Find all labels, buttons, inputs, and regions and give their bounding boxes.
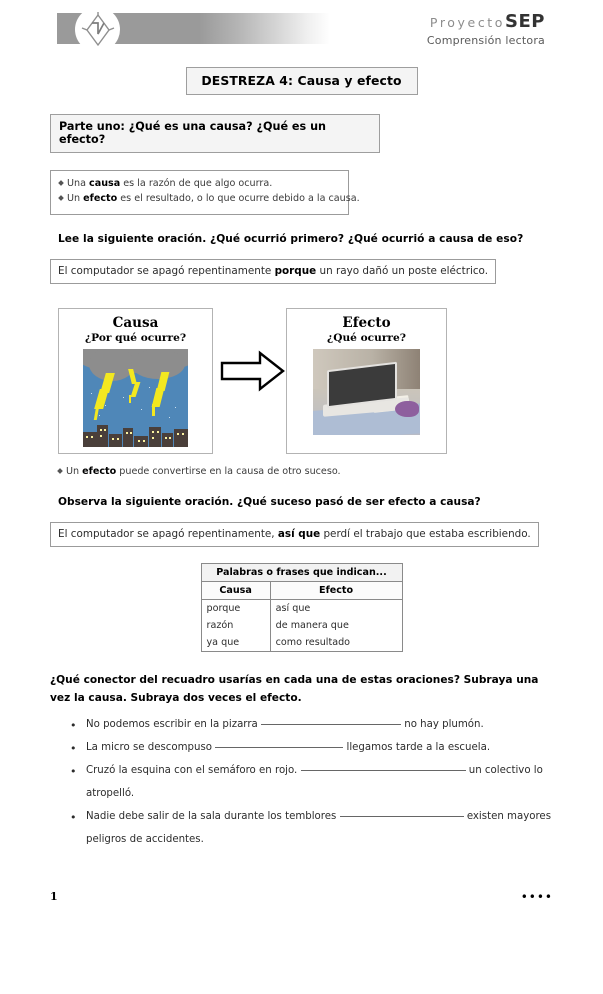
table-row [201, 634, 402, 652]
sentence-1-connector: porque [274, 264, 317, 277]
exercise-1-before: No podemos escribir en la pizarra [86, 718, 261, 730]
definition-efecto-prefix: Un [67, 192, 84, 204]
definition-causa [59, 177, 340, 192]
exercise-2-before: La micro se descompuso [86, 741, 216, 753]
sep-diamond-logo-icon [75, 7, 120, 52]
cause-effect-diagram [50, 308, 553, 454]
exercise-list [50, 714, 553, 852]
section-heading-parte-uno: Parte uno: ¿Qué es una causa? ¿Qué es un efecto? [50, 114, 380, 153]
list-item [84, 714, 553, 737]
brand-proyecto-text: Proyecto [429, 15, 506, 30]
list-item [84, 737, 553, 760]
list-item [84, 806, 553, 852]
effect-panel [286, 308, 447, 454]
sentence-2-after: perdí el trabajo que estaba escribiendo. [320, 527, 531, 540]
page-title: DESTREZA 4: Causa y efecto [186, 67, 418, 95]
sentence-1-before: El computador se apagó repentinamente [58, 264, 275, 277]
lozenge-bullet-icon [57, 468, 63, 474]
definition-efecto [59, 192, 360, 207]
cause-title: Causa [112, 314, 159, 331]
cell-efecto-1: así que [270, 599, 402, 617]
column-header-efecto: Efecto [270, 581, 402, 599]
exercise-4-after: existen mayores peligros de accidentes. [86, 810, 551, 845]
connector-words-table [201, 563, 403, 652]
right-block-arrow-icon [220, 350, 286, 392]
cell-causa-1: porque [201, 599, 270, 617]
answer-blank[interactable] [340, 816, 464, 817]
brand-block [427, 12, 545, 47]
definitions-box [50, 170, 360, 215]
cell-efecto-3: como resultado [270, 634, 402, 652]
sentence-2-before: El computador se apagó repentinamente, [58, 527, 278, 540]
sentence-1-after: un rayo dañó un poste eléctrico. [316, 264, 489, 277]
exercise-4-before: Nadie debe salir de la sala durante los temblores [86, 810, 340, 822]
page-number: 1 [50, 890, 58, 903]
table-row [201, 599, 402, 617]
definition-efecto-rest: es el resultado, o lo que ocurre debido a la causa. [117, 192, 360, 204]
cell-efecto-2: de manera que [270, 617, 402, 634]
effect-title: Efecto [342, 314, 391, 331]
effect-subtitle: ¿Qué ocurre? [327, 331, 406, 344]
note-efecto-causa [50, 466, 553, 477]
table-column-header-row [201, 581, 402, 599]
page-header [0, 0, 603, 58]
exercise-2-after: llegamos tarde a la escuela. [343, 741, 491, 753]
laptop-with-dark-screen-image [313, 349, 420, 435]
column-header-causa: Causa [201, 581, 270, 599]
cell-causa-2: razón [201, 617, 270, 634]
lozenge-bullet-icon [58, 180, 64, 186]
instruction-observe-sentence: Observa la siguiente oración. ¿Qué suceso pasó de ser efecto a causa? [58, 495, 481, 508]
lozenge-bullet-icon [58, 195, 64, 201]
list-item [84, 760, 553, 806]
example-sentence-asique [50, 522, 539, 547]
definition-causa-prefix: Una [67, 178, 90, 189]
exercise-3-after: un colectivo lo atropelló. [86, 764, 543, 799]
table-row [201, 617, 402, 634]
cell-causa-3: ya que [201, 634, 270, 652]
example-sentence-porque [50, 259, 496, 284]
answer-blank[interactable] [261, 724, 401, 725]
answer-blank[interactable] [215, 747, 343, 748]
lightning-storm-over-city-image [83, 349, 188, 447]
page-footer [0, 890, 603, 903]
document-body [0, 67, 603, 852]
brand-subtitle: Comprensión lectora [426, 33, 545, 47]
definition-causa-rest: es la razón de que algo ocurra. [120, 178, 273, 189]
exercise-instruction: ¿Qué conector del recuadro usarías en cada una de estas oraciones? Subraya una vez la causa. Subraya dos veces el efecto. [50, 673, 539, 705]
note-rest: puede convertirse en la causa de otro suceso. [116, 465, 341, 477]
footer-dots-icon: •••• [520, 889, 553, 904]
note-prefix: Un [66, 465, 83, 477]
exercise-3-before: Cruzó la esquina con el semáforo en rojo. [86, 764, 301, 776]
brand-sep-text: SEP [505, 11, 545, 32]
note-term: efecto [82, 465, 117, 477]
sentence-2-connector: así que [277, 527, 321, 540]
definition-efecto-term: efecto [83, 192, 118, 204]
table-header-row [201, 563, 402, 581]
cause-panel [58, 308, 213, 454]
definition-causa-term: causa [89, 178, 121, 189]
table-title: Palabras o frases que indican... [201, 563, 402, 581]
cause-subtitle: ¿Por qué ocurre? [84, 331, 187, 344]
instruction-read-sentence: Lee la siguiente oración. ¿Qué ocurrió primero? ¿Qué ocurrió a causa de eso? [58, 232, 524, 245]
answer-blank[interactable] [301, 770, 466, 771]
exercise-1-after: no hay plumón. [401, 718, 484, 730]
